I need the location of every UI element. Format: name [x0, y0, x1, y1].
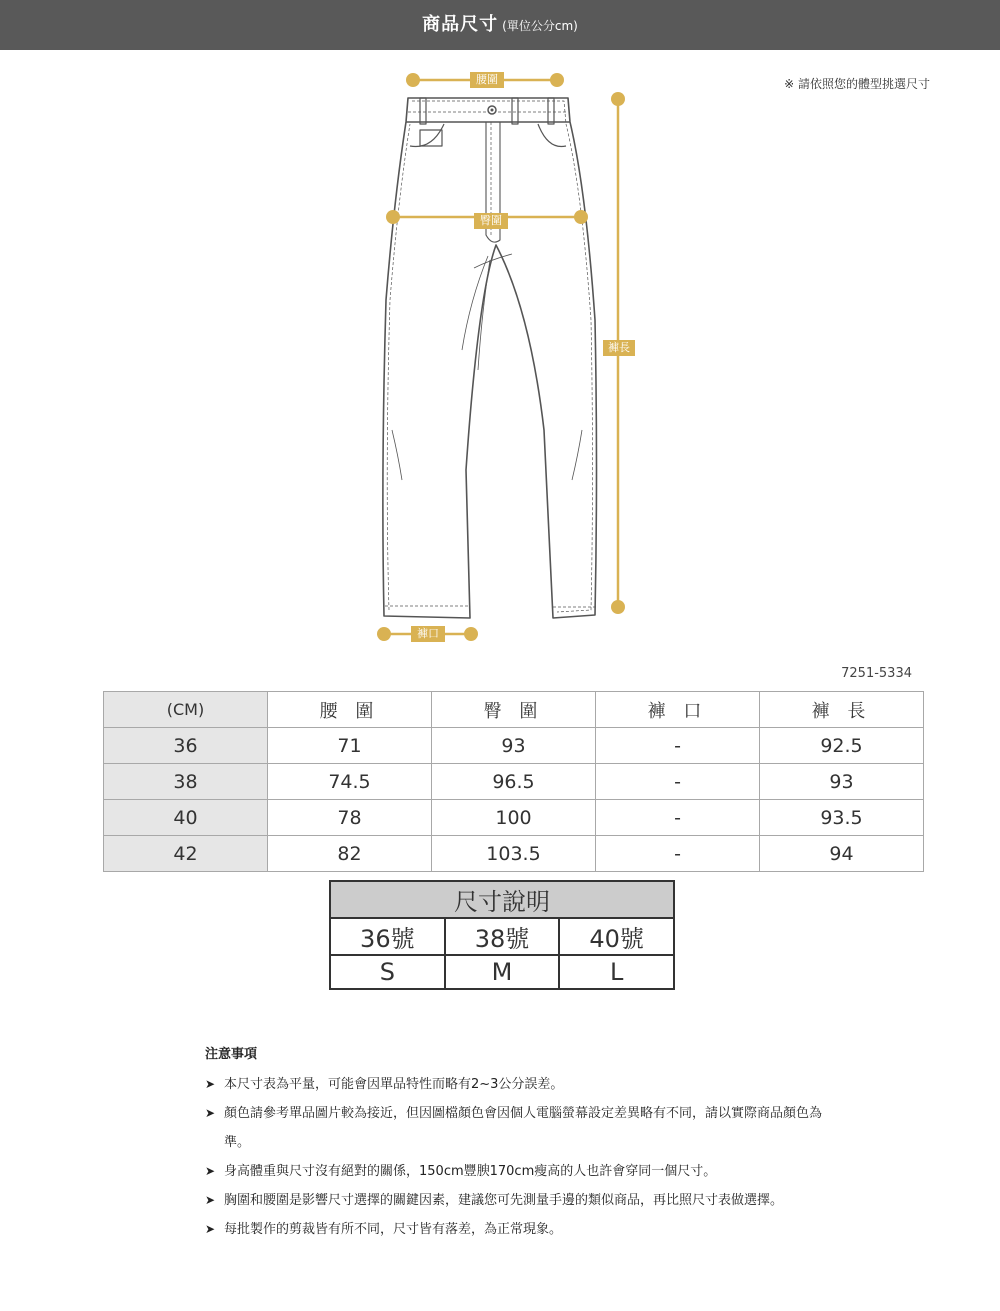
notice-text: 胸圍和腰圍是影響尺寸選擇的關鍵因素，建議您可先測量手邊的類似商品，再比照尺寸表做選擇。: [224, 1193, 784, 1208]
header-unit: (單位公分cm): [502, 19, 578, 33]
hip-cell: 93: [432, 728, 596, 764]
hem-cell: -: [596, 728, 760, 764]
arrow-bullet-icon: ➤: [205, 1106, 216, 1120]
length-cell: 93.5: [760, 800, 924, 836]
notice-text: 本尺寸表為平量，可能會因單品特性而略有2~3公分誤差。: [224, 1077, 564, 1092]
hip-cell: 103.5: [432, 836, 596, 872]
list-item: [205, 1215, 845, 1244]
size-legend-caption: 尺寸說明: [330, 881, 674, 918]
table-row: [104, 836, 924, 872]
col-header-unit: (CM): [104, 692, 268, 728]
size-cell: 40: [104, 800, 268, 836]
col-header-hem: 褲 口: [596, 692, 760, 728]
hip-cell: 100: [432, 800, 596, 836]
col-header-waist: 腰 圍: [268, 692, 432, 728]
size-legend-table: [329, 880, 675, 990]
waist-cell: 78: [268, 800, 432, 836]
arrow-bullet-icon: ➤: [205, 1077, 216, 1091]
list-item: [205, 1157, 845, 1186]
size-table-header-row: [104, 692, 924, 728]
page-header: [0, 0, 1000, 50]
waist-cell: 74.5: [268, 764, 432, 800]
hem-cell: -: [596, 764, 760, 800]
notice-text: 每批製作的剪裁皆有所不同，尺寸皆有落差，為正常現象。: [224, 1222, 563, 1237]
notice-title: 注意事項: [205, 1047, 258, 1062]
size-cell: 38: [104, 764, 268, 800]
length-cell: 93: [760, 764, 924, 800]
size-selection-note: ※ 請依照您的體型挑選尺寸: [784, 77, 930, 91]
waist-label: 腰圍: [470, 72, 504, 88]
size-letter-cell: L: [559, 955, 674, 989]
pants-illustration: [0, 50, 1000, 690]
hem-label: 褲口: [411, 626, 445, 642]
arrow-bullet-icon: ➤: [205, 1193, 216, 1207]
size-code-cell: 40號: [559, 918, 674, 955]
pants-diagram: [0, 50, 1000, 690]
table-row: [104, 800, 924, 836]
hem-cell: -: [596, 836, 760, 872]
length-label: 褲長: [603, 340, 635, 356]
size-code-cell: 38號: [445, 918, 560, 955]
length-cell: 94: [760, 836, 924, 872]
col-header-length: 褲 長: [760, 692, 924, 728]
list-item: [205, 1186, 845, 1215]
size-code-cell: 36號: [330, 918, 445, 955]
arrow-bullet-icon: ➤: [205, 1222, 216, 1236]
size-cell: 36: [104, 728, 268, 764]
size-letter-cell: M: [445, 955, 560, 989]
size-table: [103, 691, 924, 872]
hip-label: 臀圍: [474, 213, 508, 229]
model-code: 7251-5334: [841, 666, 912, 681]
notice-text: 身高體重與尺寸沒有絕對的關係，150cm豐腴170cm瘦高的人也許會穿同一個尺寸。: [224, 1164, 717, 1179]
size-cell: 42: [104, 836, 268, 872]
table-row: [104, 728, 924, 764]
col-header-hip: 臀 圍: [432, 692, 596, 728]
waist-cell: 82: [268, 836, 432, 872]
header-title: 商品尺寸: [422, 14, 499, 35]
notice-section: [205, 1043, 845, 1244]
waist-cell: 71: [268, 728, 432, 764]
length-cell: 92.5: [760, 728, 924, 764]
size-letter-cell: S: [330, 955, 445, 989]
list-item: [205, 1099, 845, 1157]
notice-text: 顏色請參考單品圖片較為接近，但因圖檔顏色會因個人電腦螢幕設定差異略有不同，請以實際商品顏色為準。: [224, 1106, 823, 1150]
list-item: [205, 1070, 845, 1099]
arrow-bullet-icon: ➤: [205, 1164, 216, 1178]
hem-cell: -: [596, 800, 760, 836]
table-row: [104, 764, 924, 800]
hip-cell: 96.5: [432, 764, 596, 800]
